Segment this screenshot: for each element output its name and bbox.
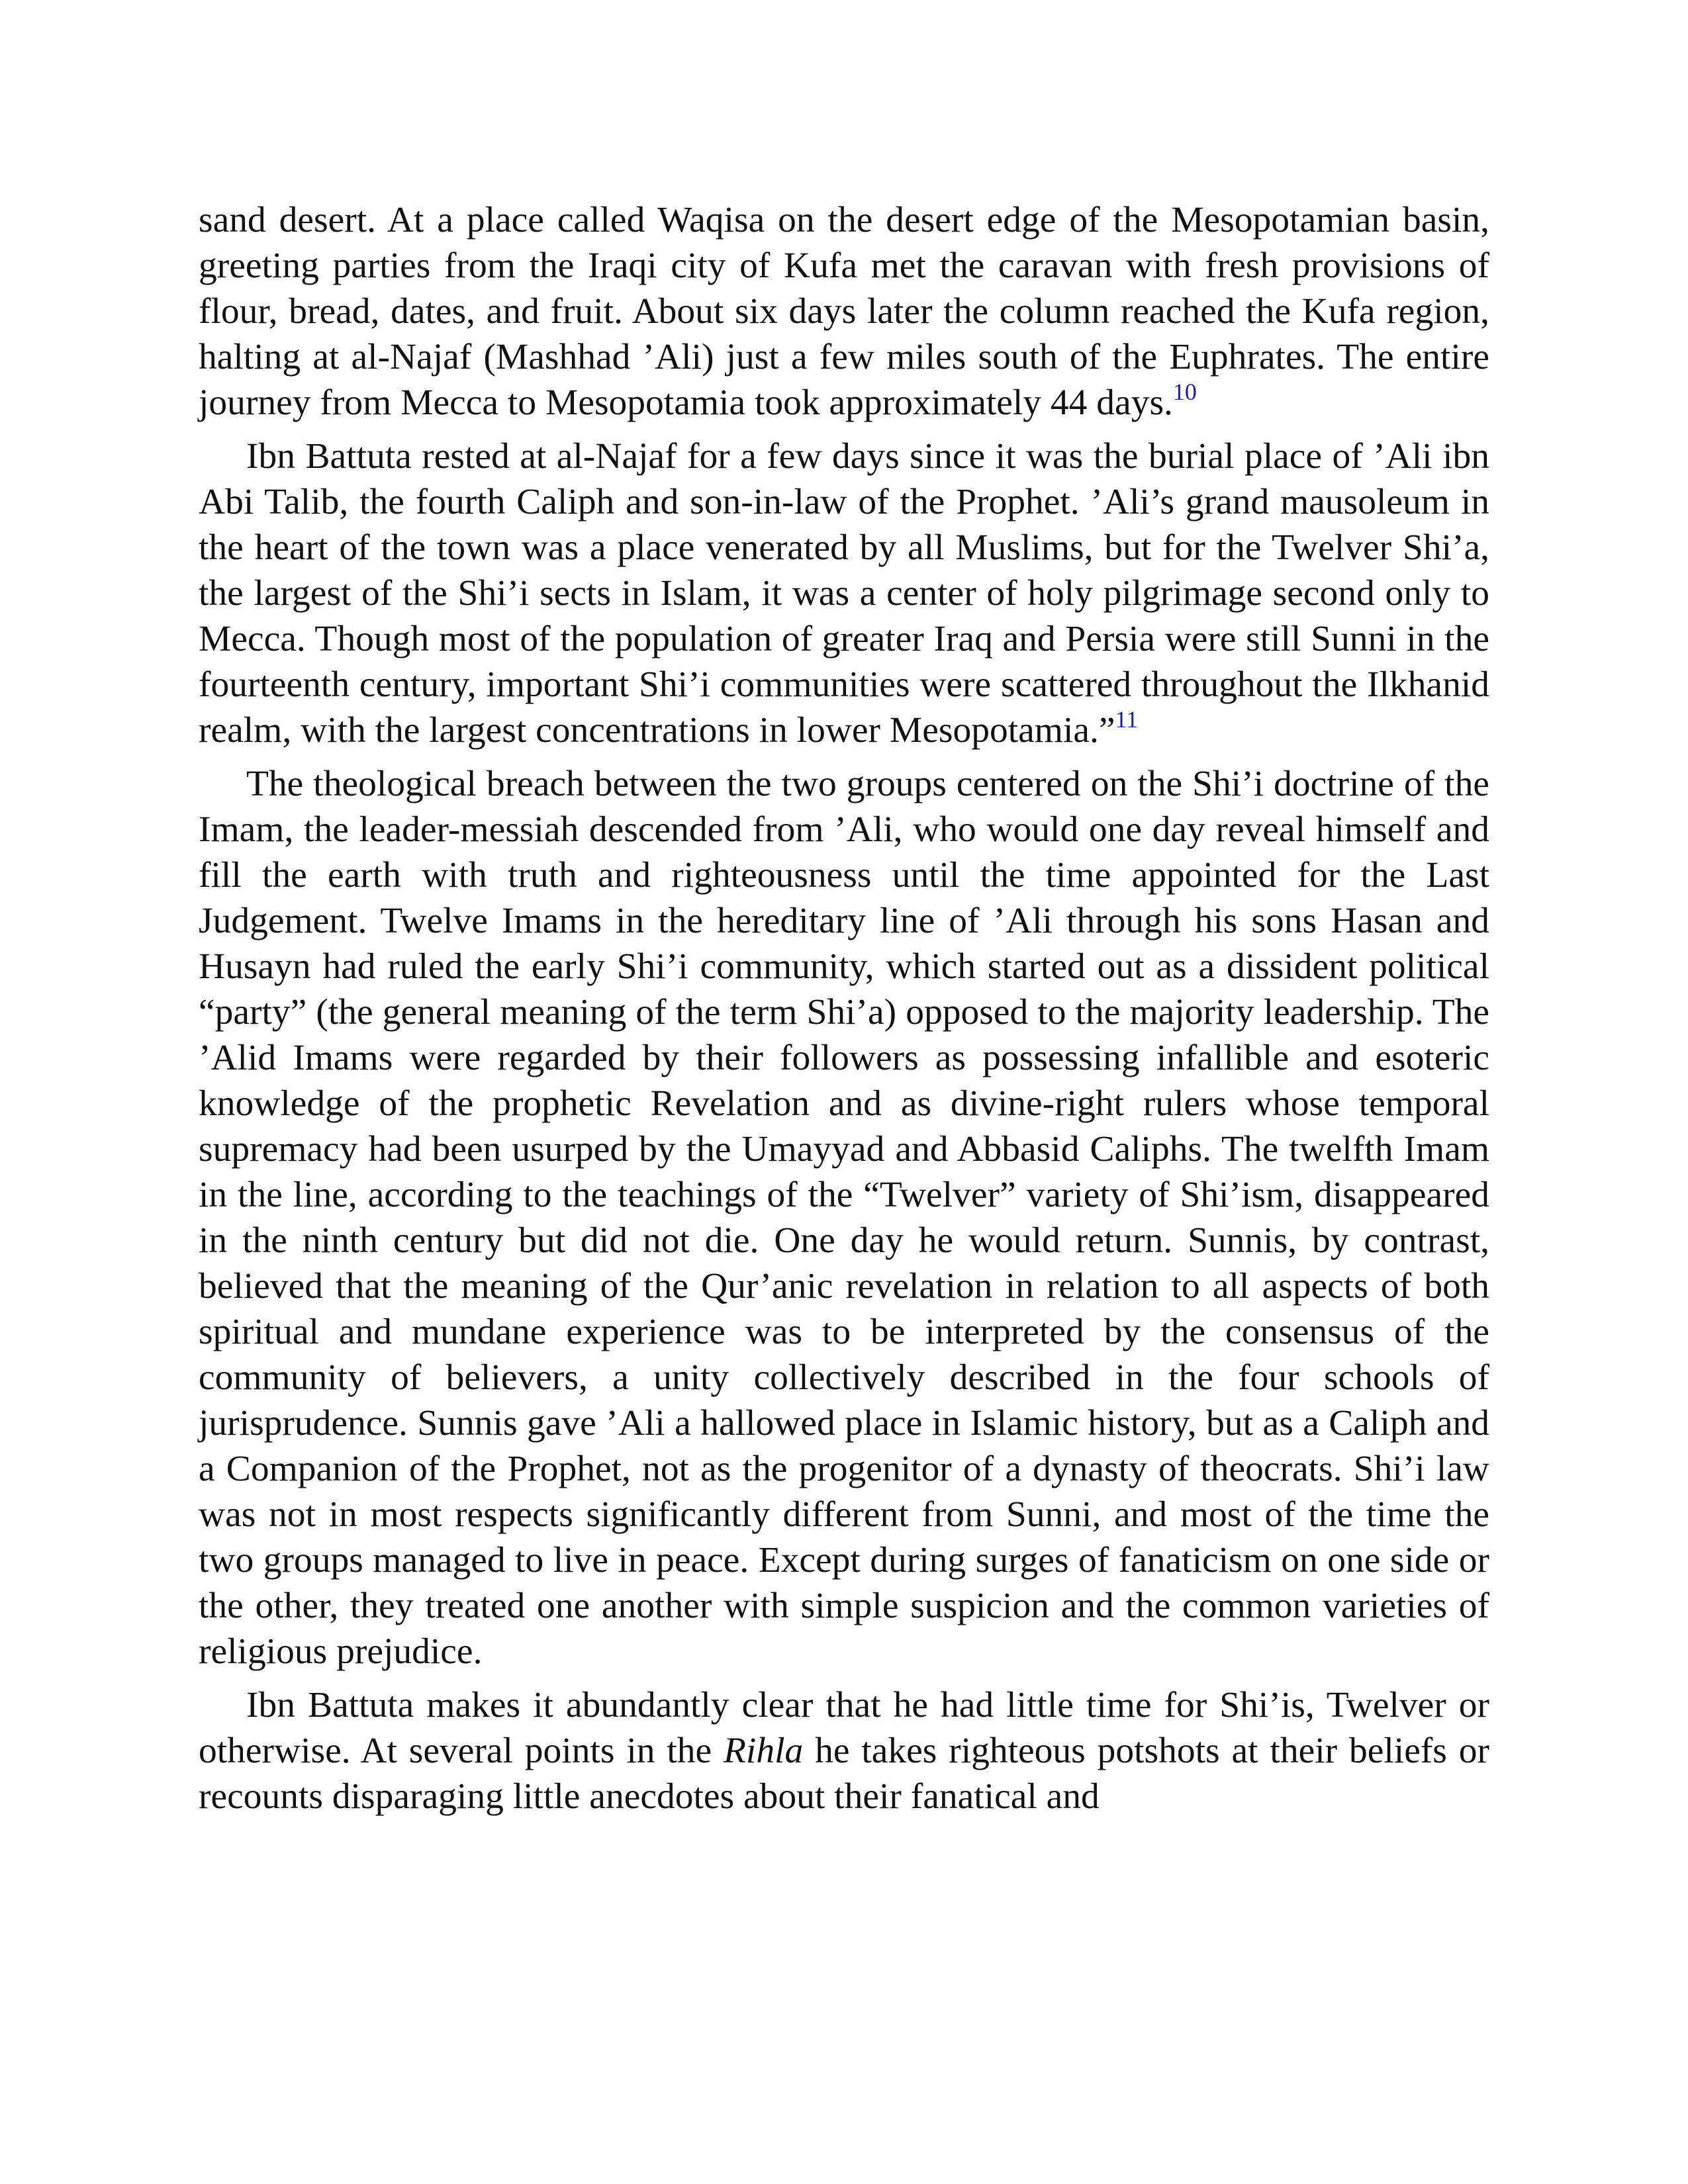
paragraph-3 bbox=[199, 761, 1489, 1674]
paragraph-4-text-after: he takes righteous potshots at their beliefs or recounts disparaging little anecdotes about their fanatical and bbox=[199, 1731, 1489, 1817]
page-body bbox=[199, 197, 1489, 1827]
paragraph-3-text: The theological breach between the two groups centered on the Shi’i doctrine of the Imam, the leader-messiah descended from ’Ali, who would one day reveal himself and fill the earth with truth and righteousness until the time appointed for the Last Judgement. Twelve Imams in the hereditary line of ’Ali through his sons Hasan and Husayn had ruled the early Shi’i community, which started out as a dissident political “party” (the general meaning of the term Shi’a) opposed to the majority leadership. The ’Alid Imams were regarded by their followers as possessing infallible and esoteric knowledge of the prophetic Revelation and as divine-right rulers whose temporal supremacy had been usurped by the Umayyad and Abbasid Caliphs. The twelfth Imam in the line, according to the teachings of the “Twelver” variety of Shi’ism, disappeared in the ninth century but did not die. One day he would return. Sunnis, by contrast, believed that the meaning of the Qur’anic revelation in relation to all aspects of both spiritual and mundane experience was to be interpreted by the consensus of the community of believers, a unity collectively described in the four schools of jurisprudence. Sunnis gave ’Ali a hallowed place in Islamic history, but as a Caliph and a Companion of the Prophet, not as the progenitor of a dynasty of theocrats. Shi’i law was not in most respects significantly different from Sunni, and most of the time the two groups managed to live in peace. Except during surges of fanaticism on one side or the other, they treated one another with simple suspicion and the common varieties of religious prejudice. bbox=[199, 764, 1489, 1672]
paragraph-1 bbox=[199, 197, 1489, 426]
paragraph-2 bbox=[199, 433, 1489, 753]
footnote-ref-11[interactable]: 11 bbox=[1115, 706, 1139, 733]
rihla-title: Rihla bbox=[724, 1731, 804, 1771]
paragraph-4 bbox=[199, 1682, 1489, 1819]
paragraph-2-text: Ibn Battuta rested at al-Najaf for a few days since it was the burial place of ’Ali ibn Abi Talib, the fourth Caliph and son-in-law of the Prophet. ’Ali’s grand mausoleum in the heart of the town was a place venerated by all Muslims, but for the Twelver Shi’a, the largest of the Shi’i sects in Islam, it was a center of holy pilgrimage second only to Mecca. Though most of the population of greater Iraq and Persia were still Sunni in the fourteenth century, important Shi’i communities were scattered throughout the Ilkhanid realm, with the largest concentrations in lower Mesopotamia.” bbox=[199, 436, 1489, 751]
paragraph-1-text: sand desert. At a place called Waqisa on the desert edge of the Mesopotamian basin, greeting parties from the Iraqi city of Kufa met the caravan with fresh provisions of flour, bread, dates, and fruit. About six days later the column reached the Kufa region, halting at al-Najaf (Mashhad ’Ali) just a few miles south of the Euphrates. The entire journey from Mecca to Mesopotamia took approximately 44 days. bbox=[199, 200, 1489, 423]
footnote-ref-10[interactable]: 10 bbox=[1172, 379, 1197, 405]
paragraph-4-text-before: Ibn Battuta makes it abundantly clear that he had little time for Shi’is, Twelver or otherwise. At several points in the bbox=[199, 1685, 1489, 1771]
